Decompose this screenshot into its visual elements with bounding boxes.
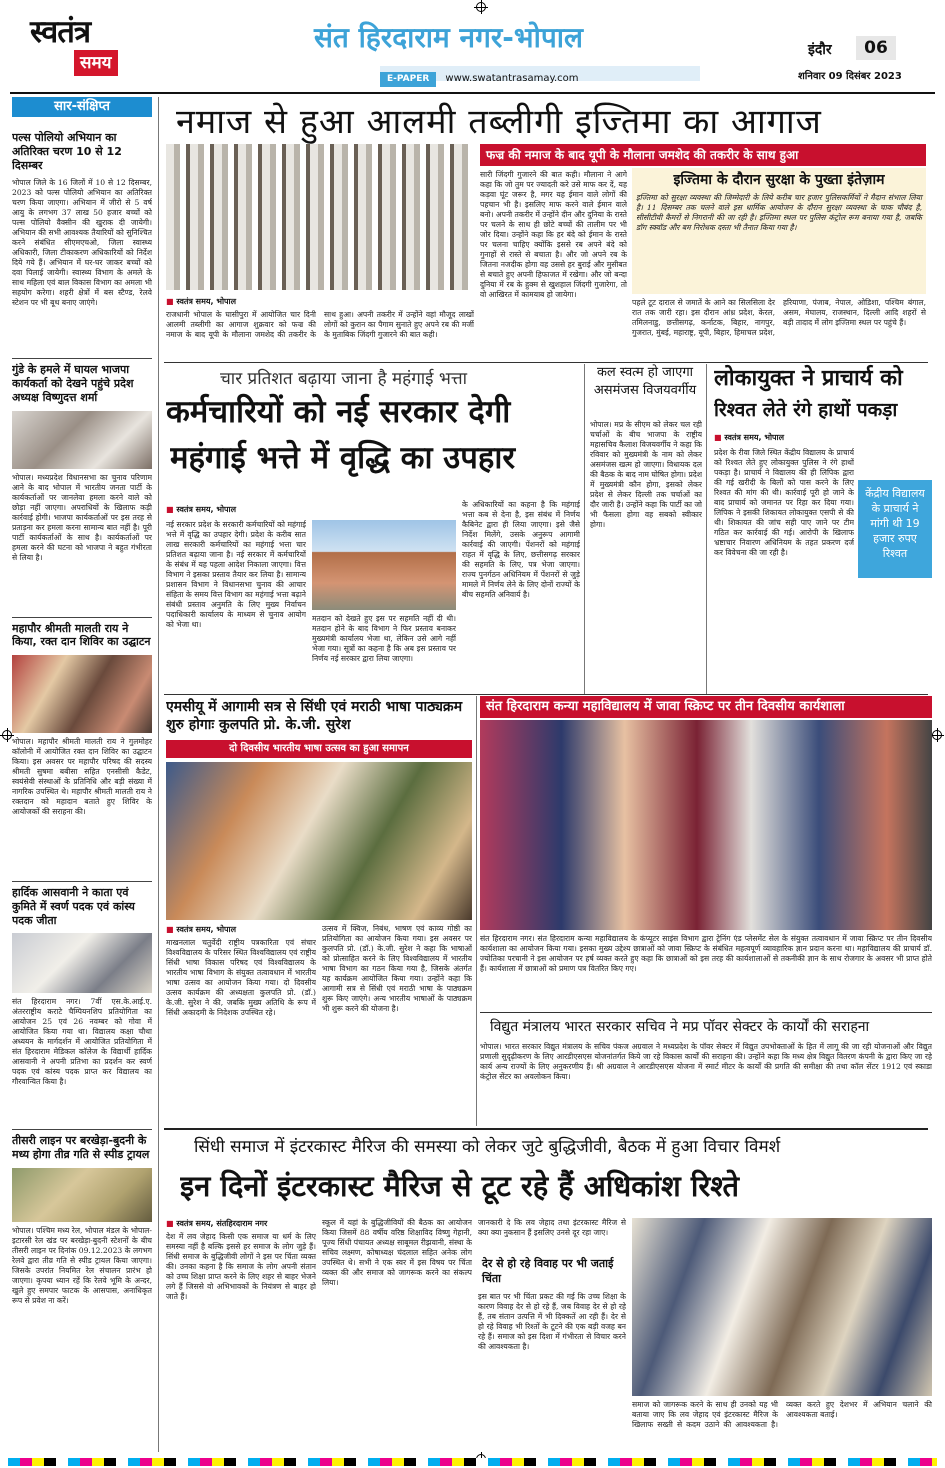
sidebar-item-body: भोपाल। महापौर श्रीमती मालती राय ने गुलमोहर कॉलोनी में आयोजित रक्त दान शिविर का उद्घाटन किया। इस अवसर पर महापौर परिषद की सदस्य श्रीमती सुषमा बबीसा सहित एनसीसी कैडेट, स्वयंसेवी संस्थाओं के प्रतिनिधि और बड़ी संख्या में नागरिक उपस्थित थे। महापौर श्रीमती मालती राय ने रक्तदान को महादान बताते हुए शिविर के आयोजकों की सराहना की।: [12, 737, 152, 817]
da-column: मतदान को देखते हुए इस पर सहमति नहीं दी थी। मतदान होने के बाद विभाग ने फिर प्रस्ताव बनाकर मुख्यमंत्री कार्यालय भेजा था, लेकिन उसे आगे नहीं भेजा गया। सूत्रों का कहना है कि अब इस प्रस्ताव पर निर्णय नई सरकार द्वारा लिया जाएगा।: [312, 614, 456, 664]
da-building-photo: [312, 520, 456, 610]
da-headline: कर्मचारियों को नई सरकार देगी: [166, 394, 511, 430]
column-divider: [476, 696, 477, 1126]
power-body: भोपाल। भारत सरकार विद्युत मंत्रालय के सचिव पंकज अग्रवाल ने मध्यप्रदेश के पॉवर सेक्टर में विद्युत उपभोक्ताओं के हित में लागू की जा रही योजनाओं और विद्युत प्रणाली सुदृढ़ीकरण के लिए आरडीएसएस योजनांतर्गत किये जा रहे विकास कार्यों की सराहना की। उन्होंने कहा कि मध्य क्षेत्र विद्युत वितरण कंपनी के द्वारा किए जा रहे कार्य अन्य राज्यों के लिए अनुकरणीय हैं। श्री अग्रवाल ने आरडीएसएस योजना में स्मार्ट मीटर के कार्यों की प्रगति की समीक्षा की तथा कॉल सेंटर 1912 एवं स्काडा कंट्रोल सेंटर का अवलोकन किया।: [480, 1042, 932, 1082]
masthead: [0, 0, 945, 92]
issue-date: शनिवार 09 दिसंबर 2023: [798, 71, 902, 82]
sidebar-item: [12, 1134, 152, 1358]
sidebar-item-body: भोपाल। पश्चिम मध्य रेल, भोपाल मंडल के भोपाल-इटारसी रेल खंड पर बरखेड़ा-बुदनी स्टेशनों के बीच तीसरी लाइन पर दिनांक 09.12.2023 के लगभग रेलवे द्वारा तीव्र गति से स्पीड ट्रायल किया जाएगा। जिसके उपरांत नियमित रेल संचालन प्रारंभ हो जाएगा। कृपया ध्यान रहें कि रेलवे भूमि के अन्दर, खुले हुए समपार फाटक के आसपास, अनाधिकृत रूप से प्रवेश ना करें।: [12, 1225, 152, 1305]
sidebar-item: [12, 886, 152, 1125]
epaper-bar: [380, 66, 700, 84]
column-divider: [158, 97, 159, 1452]
sidebar-item: [12, 363, 152, 612]
sindhi-headline: एमसीयू में आगामी सत्र से सिंधी एवं मराठी भाषा पाठ्यक्रम शुरु होगाः कुलपति प्रो. के.जी. सुरेश: [166, 699, 463, 733]
news-photo: [12, 655, 152, 733]
section-divider: [164, 362, 928, 363]
sidebar-item-body: भोपाल। मध्यप्रदेश विधानसभा का चुनाव परिणाम आने के बाद भोपाल में भारतीय जनता पार्टी के कार्यकर्ताओं पर जानलेवा हमला करने वाले को छोड़ा नहीं जाएगा। अपराधियों के खिलाफ कड़ी कार्रवाई होगी। भाजपा कार्यकर्ताओं पर इस तरह से प्रताड़ना कर हमला करना सामान्य बात नहीं है। पूरी पार्टी कार्यकर्ताओं के साथ है। कार्यकर्ताओं पर हमला करने की घटना को भाजपा ने बहुत गंभीरता से लिया है।: [12, 472, 152, 562]
ijtema-photo: [166, 144, 474, 290]
masthead-rule: [10, 92, 935, 94]
college-headline: संत हिरदाराम कन्या महाविद्यालय में जावा स्क्रिप्ट पर तीन दिवसीय कार्यशाला: [480, 696, 932, 718]
college-body: संत हिरदाराम नगर। संत हिरदाराम कन्या महाविद्यालय के कंप्यूटर साइंस विभाग द्वारा ट्रेनिंग एंड प्लेसमेंट सेल के संयुक्त तत्वावधान में जावा स्क्रिप्ट पर तीन दिवसीय कार्यशाला का आयोजन किया गया। इसका मुख्य उद्देश्य छात्राओं को जावा स्क्रिप्ट के संबंधित महत्वपूर्ण व्यावहारिक ज्ञान प्रदान करना था। महाविद्यालय की प्राचार्य डॉ. ज्योतिका परचानी ने इस आयोजन पर हर्ष व्यक्त करते हुए कहा कि छात्राओं को इस तरह की कार्यशालाओं से तकनीकी ज्ञान के साथ रोजगार के अवसर भी प्राप्त होते हैं। कार्यशाला में छात्राओं को प्रमाण पत्र वितरित किए गए।: [480, 934, 932, 974]
sidebar-item-body: भोपाल जिले के 16 जिलों में 10 से 12 दिसम्बर, 2023 को पल्स पोलियो अभियान का अतिरिक्त चरण किया जाएगा। अभियान में जीरो से 5 वर्ष आयु के लगभग 37 लाख 50 हजार बच्चों को पल्स पोलियो वैक्सीन की खुराक दी जायेगी। अभियान की सभी आवश्यक तैयारियों को सुनिश्चित करने संबंधित सीएमएचओ, जिला स्वास्थ्य अधिकारी, जिला टीकाकरण अधिकारियों को निर्देश दिये गये हैं। अभियान में घर-घर जाकर बच्चों को दवा पिलाई जायेगी। स्वास्थ्य विभाग के अमले के साथ महिला एवं बाल विकास विभाग का अमला भी सहयोग करेगा। शहरी क्षेत्रों में बस स्टैण्ड, रेलवे स्टेशन पर भी बूथ बनाए जाएंगे।: [12, 178, 152, 308]
sidebar-item-body: संत हिरदाराम नगर। 7वीं एस.के.आई.ए. अंतरराष्ट्रीय कराटे चैम्पियनशिप प्रतियोगिता का आयोजन 25 एवं 26 नवम्बर को गोवा में आयोजित किया गया था। विद्यालय कक्षा चौथा अध्ययन के मार्गदर्शन में आयोजित प्रतियोगिता में संत हिरदाराम मेडिकल कॉलेज के विद्यार्थी हार्दिक आसवानी ने अपनी प्रतिभा का प्रदर्शन कर स्वर्ण पदक एवं कांस्य पदक प्राप्त कर विद्यालय का गौरवान्वित किया है।: [12, 997, 152, 1087]
sidebar-item-headline: हार्दिक आसवानी ने काता एवं कुमिते में स्वर्ण पदक एवं कांस्य पदक जीता: [12, 886, 135, 927]
ijtema-security-box: [632, 168, 926, 294]
registration-mark-icon: [932, 730, 942, 740]
lokayukta-headline: रिश्वत लेते रंगे हाथों पकड़ा: [714, 399, 898, 421]
ijtema-headline: नमाज से हुआ आलमी तब्लीगी इज्तिमा का आगाज: [176, 102, 822, 142]
ijtema-redbar: फज्र की नमाज के बाद यूपी के मौलाना जमशेद की तकरीर के साथ हुआ: [480, 144, 926, 166]
marriage-byline: ■ स्वतंत्र समय, संतहिरदाराम नगर: [166, 1218, 346, 1229]
marriage-subhead: देर से हो रहे विवाह पर भी जताई चिंता: [482, 1257, 614, 1285]
sindhi-redbar: दो दिवसीय भारतीय भाषा उत्सव का हुआ समापन: [166, 740, 472, 758]
sindhi-column: उत्सव में क्विज, निबंध, भाषण एवं काव्य गोष्ठी का प्रतियोगिता का आयोजन किया गया। इस अवसर पर कुलपति प्रो. (डॉ.) के.जी. सुरेश ने कहा कि भाषाओं को प्रोत्साहित करने के लिए विश्वविद्यालय में भारतीय भाषा विभाग का गठन किया गया है, जिसके अंतर्गत यह कार्यक्रम आयोजित किया गया। उन्होंने कहा कि आगामी सत्र से सिंधी एवं मराठी भाषा के पाठ्यक्रम शुरू किए जाएंगे। अन्य भारतीय भाषाओं के पाठ्यक्रम भी शुरू करने की योजना है।: [322, 924, 472, 1014]
security-box-title: इज्तिमा के दौरान सुरक्षा के पुख्ता इंतेज़ाम: [673, 172, 885, 188]
sidebar: [12, 97, 152, 1452]
color-calibration-strip: [8, 1458, 937, 1466]
logo: [30, 14, 155, 84]
sindhi-column: माखनलाल चतुर्वेदी राष्ट्रीय पत्रकारिता एवं संचार विश्वविद्यालय के परिसर स्थित विश्वविद्यालय एवं राष्ट्रीय सिंधी भाषा विकास परिषद एवं विश्वविद्यालय के भारतीय भाषा विभाग के संयुक्त तत्वावधान में भारतीय भाषा उत्सव का आयोजन किया गया। दो दिवसीय उत्सव कार्यक्रम की अध्यक्षता कुलपति प्रो. (डॉ.) के.जी. सुरेश ने की, जबकि मुख्य अतिथि के रूप में सिंधी अकादमी के निदेशक उपस्थित रहे।: [166, 938, 316, 1018]
power-headline: विद्युत मंत्रालय भारत सरकार सचिव ने मप्र पॉवर सेक्टर के कार्यों की सराहना: [490, 1019, 870, 1035]
registration-mark-icon: [2, 730, 12, 740]
website-link[interactable]: www.swatantrasamay.com: [445, 73, 579, 84]
logo-title: स्वतंत्र: [30, 14, 91, 50]
news-photo: [12, 933, 152, 993]
section-divider: [164, 694, 928, 695]
marriage-column: देश में लव जेहाद किसी एक समाज या धर्म के लिए समस्या नहीं है बल्कि इससे हर समाज के लोग जुड़े हैं। सिंधी समाज के बुद्धिजीवी लोगों ने इस पर चिंता व्यक्त की। उनका कहना है कि समाज के लोग अपनी संतान को उच्च शिक्षा प्राप्त करने के लिए शहर से बाहर भेजने लगे हैं जिससे वो अभिभावकों के नियंत्रण से बाहर हो जाते हैं।: [166, 1232, 316, 1302]
epaper-label: E-PAPER: [380, 72, 436, 87]
marriage-meeting-photo: [632, 1218, 932, 1396]
da-column: के अधिकारियों का कहना है कि महंगाई भत्ता कब से देना है, इस संबंध में निर्णय कैबिनेट द्वारा ही लिया जाएगा। इसे जैसे निर्देश मिलेंगे, उसके अनुरूप आगामी कार्रवाई की जाएगी। पेंशनरों को महंगाई राहत में वृद्धि के लिए, छत्तीसगढ़ सरकार की सहमति के लिए, पत्र भेजा जाएगा। राज्य पुनर्गठन अधिनियम में पेंशनरों से जुड़े मामले में निर्णय लेने के लिए दोनों राज्यों के बीच सहमति अनिवार्य है।: [462, 500, 580, 600]
sidebar-item: [12, 622, 152, 878]
sidebar-item: [12, 131, 152, 354]
marriage-kicker: सिंधी समाज में इंटरकास्ट मैरिज की समस्या को लेकर जुटे बुद्धिजीवी, बैठक में हुआ विचार विमर्श: [194, 1137, 781, 1157]
security-box-body: इज्तिमा को सुरक्षा व्यवस्था की जिम्मेदारी के लिये करीब चार हजार पुलिसकर्मियों ने मैदान संभाल लिया है। 11 दिसम्बर तक चलने वाले इस धार्मिक आयोजन के दौरान सुरक्षा व्यवस्था के चाक चौबंद है, सीसीटीवी कैमरों से निगरानी की जा रही है। इज्तिमा स्थल पर पुलिस कंट्रोल रूम बनाया गया है, जबकि डॉग स्क्वॉड और बम निरोधक दस्ता भी तैनात किया गया है।: [636, 193, 922, 233]
ijtema-column: राजधानी भोपाल के घासीपुरा में आयोजित चार दिनी आलमी तब्लीगी का आगाज शुक्रवार को फज्र की नमाज के बाद यूपी के मौलाना जमशेद की तकरीर के साथ हुआ। अपनी तकरीर में उन्होंने वहां मौजूद लाखों लोगों को कुरान का पैगाम सुनाते हुए अपने रब की मर्जी के मुताबिक जिंदगी गुजारने की बात कही।: [166, 310, 474, 340]
registration-mark-icon: [476, 2, 486, 12]
marriage-column: जानकारी दे कि लव जेहाद तथा इंटरकास्ट मैरिज से क्या क्या नुकसान हैं इसलिए उनसे दूर रहा जाए।: [478, 1218, 626, 1238]
da-byline: ■ स्वतंत्र समय, भोपाल: [166, 504, 316, 515]
news-photo: [12, 411, 152, 469]
edition-title: संत हिरदाराम नगर-भोपाल: [314, 21, 583, 54]
lokayukta-byline: ■ स्वतंत्र समय, भोपाल: [714, 432, 914, 443]
sidebar-item-headline: गुंडे के हमले में घायल भाजपा कार्यकर्ता को देखने पहुंचे प्रदेश अध्यक्ष विष्णुदत्त शर्मा: [12, 363, 134, 404]
sidebar-item-headline: तीसरी लाइन पर बरखेड़ा-बुदनी के मध्य होगा तीव्र गति से स्पीड ट्रायल: [12, 1134, 150, 1161]
section-divider: [164, 1128, 928, 1130]
sindhi-byline: ■ स्वतंत्र समय, भोपाल: [166, 924, 316, 935]
ijtema-column: पहले टूट दाराल से जमातें के आने का सिलसिला देर रात तक जारी रहा। इस दौरान आंध्र प्रदेश, केरल, तमिलनाडु, छत्तीसगढ़, कर्नाटक, बिहार, नागपुर, गुजरात, मुंबई, महाराष्ट्र, यूपी, बिहार, हिमाचल प्रदेश, हरियाणा, पंजाब, नेपाल, ओडिशा, पश्चिम बंगाल, असम, मेघालय, राजस्थान, दिल्ली आदि शहरों से बड़ी तादाद में लोग इज्तिमा स्थल पर पहुंचे हैं।: [632, 298, 926, 338]
college-photo: [480, 720, 932, 930]
lokayukta-callout: केंद्रीय विद्यालय के प्राचार्य ने मांगी थी 19 हजार रुपए रिश्वत: [858, 480, 932, 578]
section-divider: [480, 1012, 932, 1013]
sidebar-item-headline: पल्स पोलियो अभियान का अतिरिक्त चरण 10 से 12 दिसम्बर: [12, 131, 122, 172]
sidebar-title: सार-संक्षिप्त: [12, 97, 152, 117]
page-number: 06: [856, 36, 896, 60]
sidebar-item-headline: महापौर श्रीमती मालती राय ने किया, रक्त दान शिविर का उद्घाटन: [12, 621, 151, 649]
da-headline: महंगाई भत्ते में वृद्धि का उपहार: [170, 440, 516, 476]
city-label: इंदौर: [808, 42, 832, 58]
column-divider: [706, 364, 707, 694]
vijay-body: भोपाल। मप्र के सीएम को लेकर चल रही चर्चाओं के बीच भाजपा के राष्ट्रीय महासचिव कैलाश विजयवर्गीय ने कहा कि रविवार को मुख्यमंत्री के नाम को लेकर असमंजस खत्म हो जाएगा। विधायक दल की बैठक के बाद नाम घोषित होगा। प्रदेश में मुख्यमंत्री कौन होगा, इसको लेकर प्रदेश से लेकर दिल्ली तक चर्चाओं का दौर जारी है। उन्होंने कहा कि पार्टी का जो भी फैसला होगा वह सबको स्वीकार होगा।: [590, 420, 702, 530]
column-divider: [584, 364, 585, 694]
lokayukta-body: प्रदेश के रीवा जिले स्थित केंद्रीय विद्यालय के प्राचार्य को रिश्वत लेते हुए लोकायुक्त पुलिस ने रंगे हाथों पकड़ा है। प्राचार्य ने विद्यालय की ही लिपिक द्वारा की गई खरीदी के बिलों को पास करने के लिए रिश्वत की मांग की थी। कार्रवाई पूरी हो जाने के बाद प्राचार्य को जमानत पर रिहा कर दिया गया। लिपिक ने इसकी शिकायत लोकायुक्त एसपी से की थी। शिकायत की जांच सही पाए जाने पर टीम गठित कर कार्रवाई की गई। आरोपी के खिलाफ भ्रष्टाचार निवारण अधिनियम के तहत प्रकरण दर्ज कर विवेचना की जा रही है।: [714, 448, 854, 558]
vijay-headline: कल स्वत्म हो जाएगा असमंजस विजयवर्गीय: [593, 365, 697, 398]
ijtema-column: सारी जिंदगी गुजारने की बात कही। मौलाना ने आगे कहा कि जो तुम पर ज्यादती करे उसे माफ कर दें, यह कड़वा घूंट जरूर है, मगर यह ईमान वाले लोगों की पहचान भी है। इसलिए माफ करने वाले ईमान वाले बनो। अपनी तकरीर में उन्होंने दीन और दुनिया के रास्ते पर चलने के साथ ही छोटे बच्चों की तालीम पर भी जोर दिया। उन्होंने कहा कि हर बंदे को ईमान के रास्ते पर चलना चाहिए क्योंकि इससे रब अपने बंदे को गुनाहों से रास्ते से बचाता है। और जो अपने रब के जितना नजदीक होगा वह उससे हर बुराई और मुसीबत से बचाते हुए अपनी हिफाजत में रखेगा। और जो बन्दा दुनिया में रब के हुक्म से खुशहाल जिंदगी गुजारेगा, तो वो आखिरत में कामयाब हो जायेगा।: [480, 170, 627, 300]
lokayukta-headline: लोकायुक्त ने प्राचार्य को: [714, 366, 903, 391]
ijtema-byline: ■ स्वतंत्र समय, भोपाल: [166, 296, 466, 307]
sindhi-event-photo: [166, 762, 472, 920]
marriage-column: स्कूल में यहां के बुद्धिजीवियों की बैठक का आयोजन किया जिसमें 88 वर्षीय वरिष्ठ शिक्षाविद विष्णु गेहानी, पूज्य सिंधी पंचायत अध्यक्ष साबूमल रीझवानी, संस्था के सचिव लक्ष्मण, कोषाध्यक्ष चंदलाल सहित अनेक लोग उपस्थित थे। सभी ने एक स्वर में इस विषय पर चिंता व्यक्त की और समाज को जागरूक करने का संकल्प लिया।: [322, 1218, 472, 1288]
da-column: नई सरकार प्रदेश के सरकारी कर्मचारियों को महंगाई भत्ते में वृद्धि का उपहार देगी। प्रदेश के करीब सात लाख सरकारी कर्मचारियों का महंगाई भत्ता चार प्रतिशत बढ़ाया जाना है। नई सरकार में कर्मचारियों के संबंध में यह पहला आदेश निकाला जाएगा। वित्त विभाग ने इसका प्रस्ताव तैयार कर लिया है। सामान्य प्रशासन विभाग ने विधानसभा चुनाव की आचार संहिता के समय वित्त विभाग का महंगाई भत्ता बढ़ाने संबंधी प्रस्ताव अनुमति के लिए मुख्य निर्वाचन पदाधिकारी कार्यालय के माध्यम से चुनाव आयोग को भेजा था।: [166, 520, 306, 630]
marriage-headline: इन दिनों इंटरकास्ट मैरिज से टूट रहे हैं अधिकांश रिश्ते: [180, 1169, 740, 1203]
marriage-column: इस बात पर भी चिंता प्रकट की गई कि उच्च शिक्षा के कारण विवाह देर से हो रहे हैं, जब विवाह देर से हो रहे हैं, तब संतान उत्पत्ति में भी दिक्कतें आ रही हैं। देर से हो रहे विवाह भी रिश्तों के टूटने की एक बड़ी वजह बन रहे हैं। समाज को इस दिशा में गंभीरता से विचार करने की आवश्यकता है।: [478, 1292, 626, 1352]
news-photo: [12, 1168, 152, 1222]
marriage-column: समाज को जागरूक करने के साथ ही उनको यह भी बताया जाए कि लव जेहाद एवं इंटरकास्ट मैरिज के खिलाफ सख्ती से कदम उठाने की आवश्यकता है। व्यक्त करते हुए देशभर में अभियान चलाने की आवश्यकता बताई।: [632, 1400, 932, 1430]
da-kicker: चार प्रतिशत बढ़ाया जाना है महंगाई भत्ता: [220, 369, 468, 389]
logo-subtitle: समय: [74, 50, 118, 76]
